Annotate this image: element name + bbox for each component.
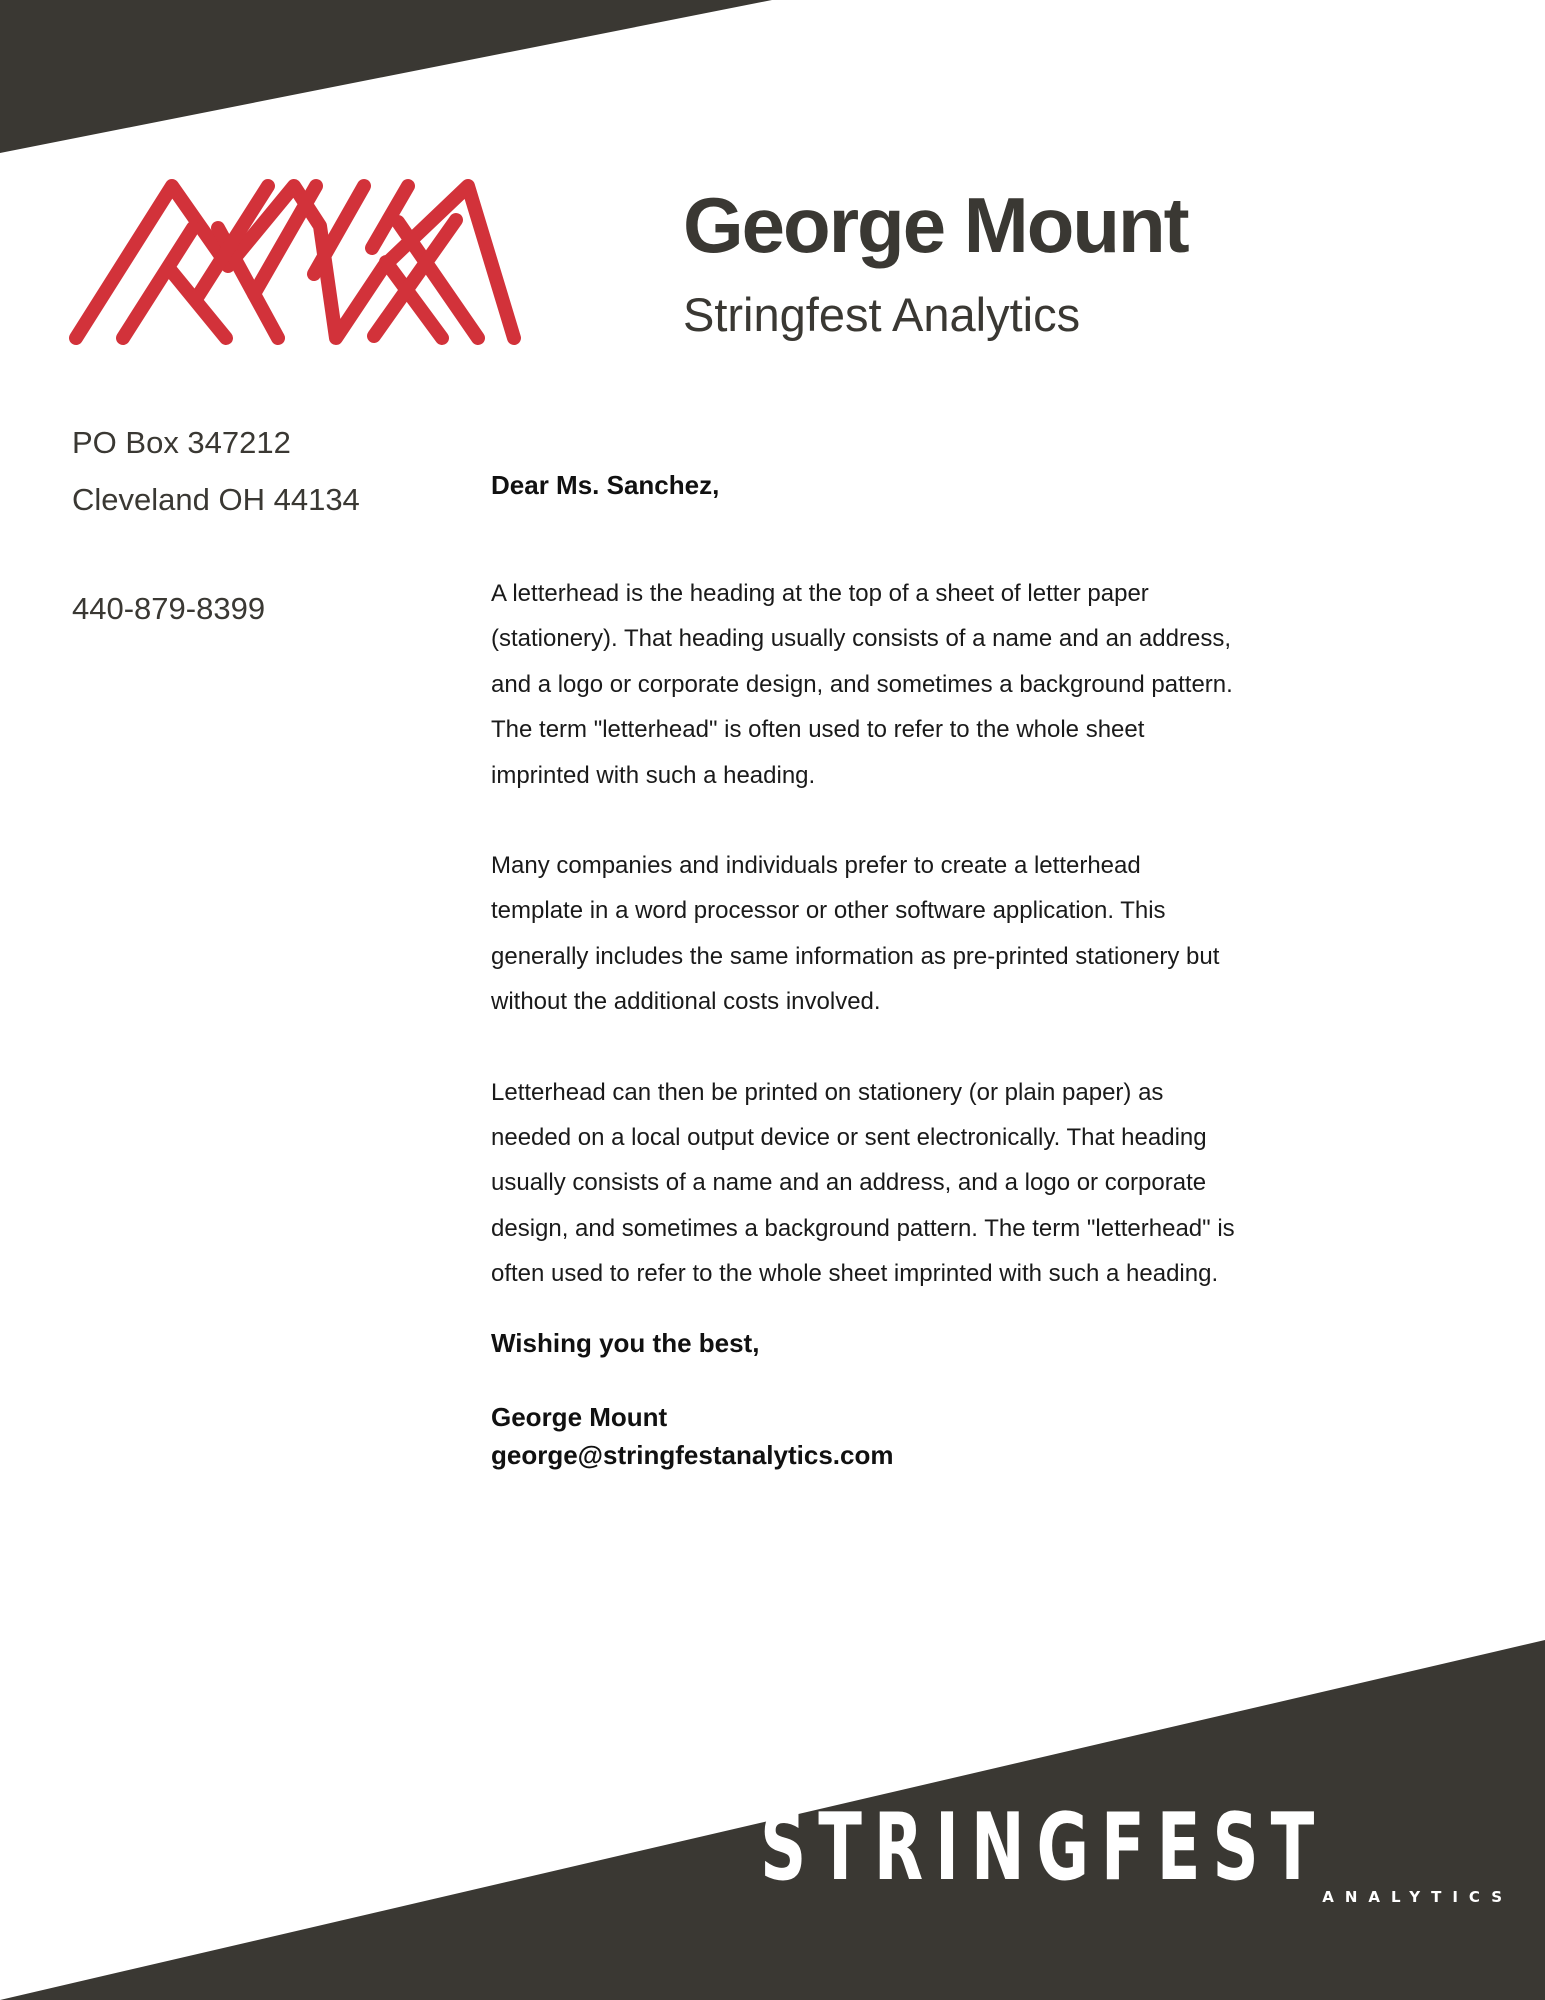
header-company: Stringfest Analytics xyxy=(683,288,1081,341)
salutation: Dear Ms. Sanchez, xyxy=(491,470,720,500)
signature-name: George Mount xyxy=(491,1401,668,1432)
footer-brand xyxy=(760,1794,1513,1906)
address-line: Cleveland OH 44134 xyxy=(72,482,360,517)
letter-paragraph: Letterhead can then be printed on stationery (or plain paper) as needed on a local output device or sent electronically. That heading usually consists of a name and an address, and a logo or corporate design, and sometimes a background pattern. The term "letterhead" is often used to refer to the whole sheet imprinted with such a heading. xyxy=(491,1078,1235,1288)
phone-number: 440-879-8399 xyxy=(72,591,266,626)
header-name: George Mount xyxy=(683,181,1188,269)
signature-email: george@stringfestanalytics.com xyxy=(491,1439,894,1470)
top-dark-band xyxy=(0,0,772,153)
letter-paragraph: A letterhead is the heading at the top of a sheet of letter paper (stationery). That heading usually consists of a name and an address, and a logo or corporate design, and sometimes a background pattern. The term "letterhead" is often used to refer to the whole sheet imprinted with such a heading. xyxy=(491,580,1233,789)
brand-main: STRINGFEST xyxy=(760,1794,1327,1902)
address-block xyxy=(72,414,360,528)
letter-paragraph: Many companies and individuals prefer to create a letterhead template in a word processor or other software application. This generally includes the same information as pre-printed stationery but without the additional costs involved. xyxy=(491,852,1220,1016)
closing: Wishing you the best, xyxy=(491,1327,760,1358)
mountain-lines-logo xyxy=(68,176,522,346)
brand-sub: ANALYTICS xyxy=(1322,1888,1513,1906)
letter-body xyxy=(491,463,1236,1474)
address-line: PO Box 347212 xyxy=(72,425,291,460)
